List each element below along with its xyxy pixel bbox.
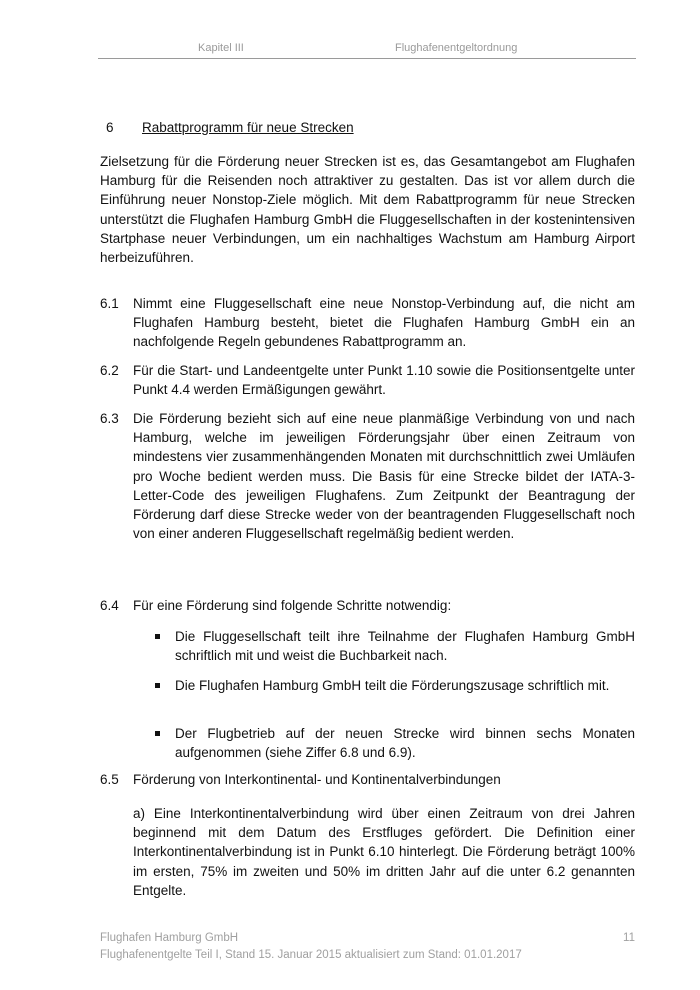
item-number: 6.4 <box>100 598 119 613</box>
header-title: Flughafenentgeltordnung <box>395 42 518 54</box>
item-6-2 <box>100 361 635 399</box>
item-number: 6.1 <box>100 296 119 311</box>
item-text: Für eine Förderung sind folgende Schritte notwendig: <box>133 598 452 613</box>
item-text: Für die Start- und Landeentgelte unter Punkt 1.10 sowie die Positionsentgelte unter Punkt 4.4 werden Ermäßigungen gewährt. <box>133 363 635 398</box>
section-title: Rabattprogramm für neue Strecken <box>142 120 354 135</box>
bullet-icon <box>155 683 160 688</box>
bullet-text: Der Flugbetrieb auf der neuen Strecke wird binnen sechs Monaten aufgenommen (siehe Ziffer 6.8 und 6.9). <box>175 726 635 761</box>
item-text: Nimmt eine Fluggesellschaft eine neue Nonstop-Verbindung auf, die nicht am Flughafen Hamburg besteht, bietet die Flughafen Hamburg GmbH ein an nachfolgende Regeln gebundenes Rabattprogramm an. <box>133 296 635 350</box>
intro-paragraph: Zielsetzung für die Förderung neuer Strecken ist es, das Gesamtangebot am Flughafen Hamburg für die Reisenden noch attraktiver zu gestalten. Das ist vor allem durch die Einführung neuer Nonstop-Ziele möglich. Mit dem Rabattprogramm für neue Strecken unterstützt die Flughafen Hamburg GmbH die Fluggesellschaften in der kostenintensiven Startphase neuer Verbindungen, um ein nachhaltiges Wachstum am Hamburg Airport herbeizuführen. <box>100 154 635 266</box>
bullet-item <box>155 627 635 665</box>
bullet-item <box>155 724 635 762</box>
footer-line-2: Flughafenentgelte Teil I, Stand 15. Januar 2015 aktualisiert zum Stand: 01.01.2017 <box>100 949 522 961</box>
page-number: 11 <box>623 932 635 944</box>
header-chapter: Kapitel III <box>198 42 244 54</box>
item-number: 6.5 <box>100 772 119 787</box>
bullet-icon <box>155 634 160 639</box>
page-header <box>98 40 636 59</box>
section-number: 6 <box>106 120 114 135</box>
item-text: Die Förderung bezieht sich auf eine neue planmäßige Verbindung von und nach Hamburg, welche im jeweiligen Förderungsjahr über einen Zeitraum von mindestens vier zusammenhängenden Monaten mit durchschnittlich zwei Umläufen pro Woche bedient werden muss. Die Basis für eine Strecke bildet der IATA-3-Letter-Code des jeweiligen Flughafens. Zum Zeitpunkt der Beantragung der Förderung darf diese Strecke weder von der beantragenden Fluggesellschaft noch von einer anderen Fluggesellschaft regelmäßig bedient werden. <box>133 411 635 542</box>
footer-line-1 <box>100 932 635 944</box>
bullet-text: Die Fluggesellschaft teilt ihre Teilnahme der Flughafen Hamburg GmbH schriftlich mit und weist die Buchbarkeit nach. <box>175 629 635 664</box>
bullet-item <box>155 676 635 695</box>
subitem-a: a) Eine Interkontinentalverbindung wird über einen Zeitraum von drei Jahren beginnend mit dem Datum des Erstfluges gefördert. Die Definition einer Interkontinentalverbindung ist in Punkt 6.10 hinterlegt. Die Förderung beträgt 100% im ersten, 75% im zweiten und 50% im dritten Jahr auf die unter 6.2 genannten Entgelte. <box>133 806 635 898</box>
item-6-3 <box>100 409 635 543</box>
item-number: 6.3 <box>100 411 119 426</box>
item-6-4 <box>100 596 635 615</box>
bullet-text: Die Flughafen Hamburg GmbH teilt die Förderungszusage schriftlich mit. <box>175 678 610 693</box>
item-6-1 <box>100 294 635 352</box>
item-number: 6.2 <box>100 363 119 378</box>
item-6-5 <box>100 770 635 789</box>
item-text: Förderung von Interkontinental- und Kontinentalverbindungen <box>133 772 501 787</box>
footer-company: Flughafen Hamburg GmbH <box>100 932 239 944</box>
bullet-icon <box>155 731 160 736</box>
